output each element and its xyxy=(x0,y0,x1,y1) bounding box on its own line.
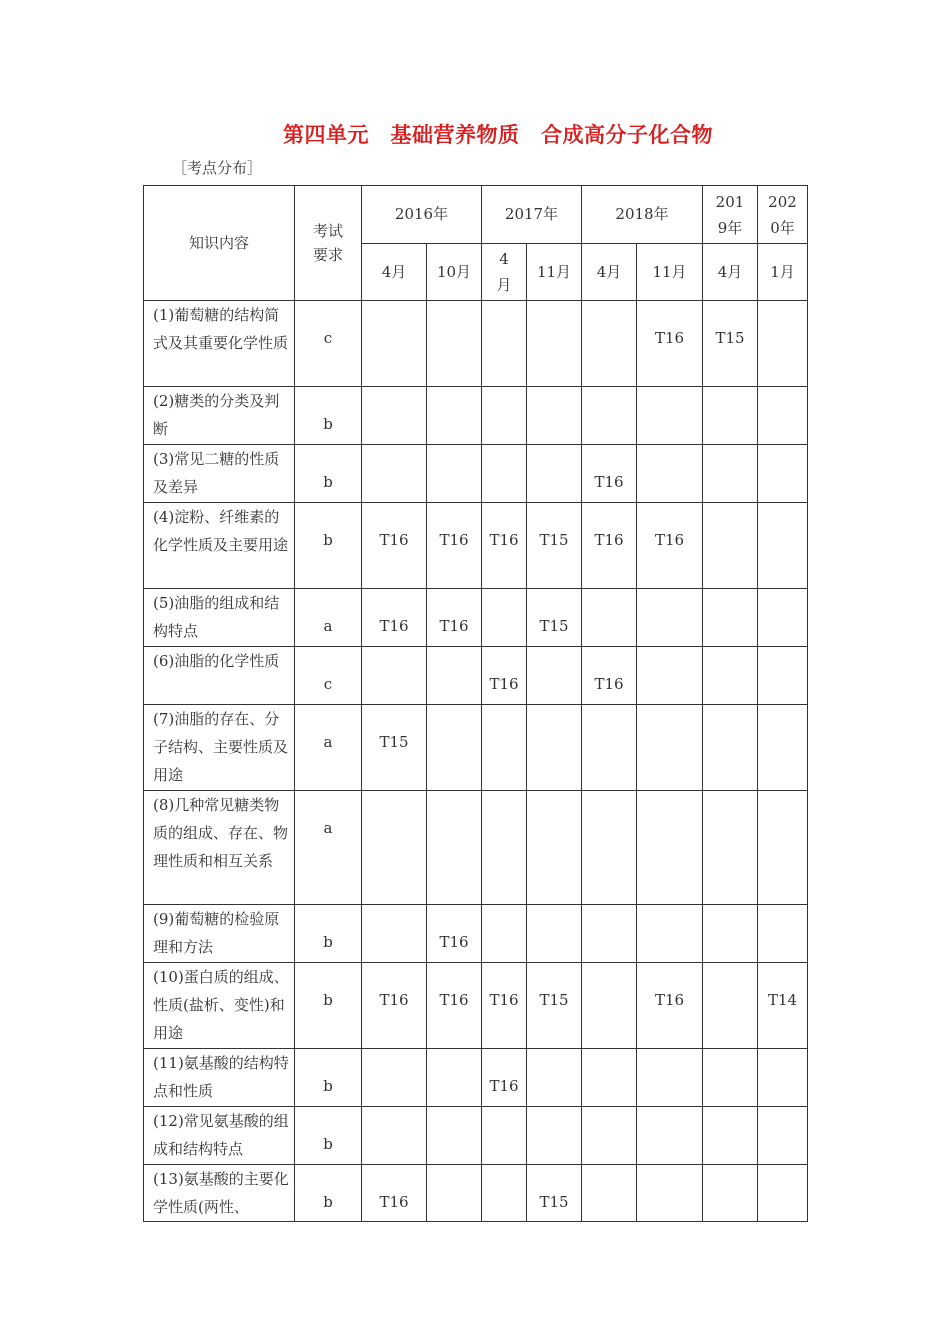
question-number-cell: T16 xyxy=(482,647,527,705)
table-row xyxy=(144,1165,808,1222)
question-number-cell xyxy=(758,445,808,503)
header-year-text: 2020年 xyxy=(768,192,797,237)
question-number-cell xyxy=(427,705,482,791)
requirement-cell: a xyxy=(295,589,362,647)
question-number-cell xyxy=(637,1165,703,1222)
question-number-cell xyxy=(527,445,582,503)
table-row xyxy=(144,445,808,503)
question-number-cell xyxy=(582,301,637,387)
knowledge-content-cell: (10)蛋白质的组成、性质(盐析、变性)和用途 xyxy=(144,963,295,1049)
question-number-cell xyxy=(582,705,637,791)
question-number-cell xyxy=(527,301,582,387)
question-number-cell xyxy=(482,791,527,905)
table-row xyxy=(144,647,808,705)
knowledge-content-cell: (5)油脂的组成和结构特点 xyxy=(144,589,295,647)
question-number-cell xyxy=(427,1049,482,1107)
question-number-cell xyxy=(482,1107,527,1165)
knowledge-content-cell: (6)油脂的化学性质 xyxy=(144,647,295,705)
table-row xyxy=(144,1049,808,1107)
question-number-cell xyxy=(362,1107,427,1165)
header-month: 11月 xyxy=(527,244,582,301)
table-row xyxy=(144,791,808,905)
table-row xyxy=(144,301,808,387)
question-number-cell xyxy=(703,589,758,647)
question-number-cell xyxy=(482,705,527,791)
header-month-text: 4月 xyxy=(496,250,512,294)
question-number-cell xyxy=(582,1165,637,1222)
requirement-cell: b xyxy=(295,1165,362,1222)
question-number-cell: T16 xyxy=(427,589,482,647)
question-number-cell: T16 xyxy=(637,503,703,589)
question-number-cell xyxy=(482,387,527,445)
question-number-cell xyxy=(582,1107,637,1165)
question-number-cell xyxy=(527,1049,582,1107)
header-year xyxy=(758,186,808,244)
knowledge-content-cell: (11)氨基酸的结构特点和性质 xyxy=(144,1049,295,1107)
question-number-cell xyxy=(527,647,582,705)
header-year xyxy=(703,186,758,244)
header-month: 11月 xyxy=(637,244,703,301)
requirement-cell: a xyxy=(295,705,362,791)
question-number-cell xyxy=(582,963,637,1049)
question-number-cell xyxy=(758,1165,808,1222)
question-number-cell xyxy=(637,705,703,791)
question-number-cell xyxy=(527,1107,582,1165)
question-number-cell xyxy=(703,791,758,905)
question-number-cell: T15 xyxy=(527,589,582,647)
question-number-cell: T16 xyxy=(362,963,427,1049)
requirement-cell: b xyxy=(295,387,362,445)
question-number-cell xyxy=(703,647,758,705)
question-number-cell xyxy=(758,1049,808,1107)
question-number-cell xyxy=(362,387,427,445)
question-number-cell xyxy=(582,589,637,647)
exam-distribution-table xyxy=(143,185,808,1222)
table-header-row xyxy=(144,186,808,244)
question-number-cell xyxy=(482,1165,527,1222)
question-number-cell: T16 xyxy=(482,503,527,589)
question-number-cell xyxy=(758,387,808,445)
header-month: 1月 xyxy=(758,244,808,301)
header-requirement xyxy=(295,186,362,301)
question-number-cell xyxy=(427,791,482,905)
question-number-cell: T15 xyxy=(362,705,427,791)
question-number-cell xyxy=(427,647,482,705)
header-year-text: 2019年 xyxy=(715,192,745,237)
knowledge-content-cell: (12)常见氨基酸的组成和结构特点 xyxy=(144,1107,295,1165)
question-number-cell xyxy=(758,503,808,589)
question-number-cell: T16 xyxy=(637,301,703,387)
question-number-cell xyxy=(703,387,758,445)
header-month: 4月 xyxy=(582,244,637,301)
question-number-cell xyxy=(362,301,427,387)
question-number-cell xyxy=(637,647,703,705)
header-knowledge: 知识内容 xyxy=(144,186,295,301)
question-number-cell xyxy=(703,705,758,791)
question-number-cell xyxy=(482,301,527,387)
question-number-cell xyxy=(758,705,808,791)
question-number-cell xyxy=(703,905,758,963)
question-number-cell xyxy=(362,791,427,905)
question-number-cell xyxy=(527,791,582,905)
question-number-cell xyxy=(427,301,482,387)
question-number-cell xyxy=(703,1107,758,1165)
table-row xyxy=(144,963,808,1049)
requirement-cell: c xyxy=(295,301,362,387)
question-number-cell xyxy=(527,387,582,445)
question-number-cell xyxy=(582,387,637,445)
question-number-cell: T14 xyxy=(758,963,808,1049)
question-number-cell xyxy=(582,791,637,905)
question-number-cell: T16 xyxy=(582,445,637,503)
question-number-cell xyxy=(582,905,637,963)
question-number-cell xyxy=(758,791,808,905)
requirement-cell: c xyxy=(295,647,362,705)
question-number-cell xyxy=(703,1049,758,1107)
knowledge-content-cell: (4)淀粉、纤维素的化学性质及主要用途 xyxy=(144,503,295,589)
requirement-cell: b xyxy=(295,905,362,963)
question-number-cell xyxy=(427,387,482,445)
question-number-cell: T16 xyxy=(362,1165,427,1222)
question-number-cell xyxy=(527,905,582,963)
question-number-cell xyxy=(482,589,527,647)
page-title: 第四单元 基础营养物质 合成高分子化合物 xyxy=(283,123,713,147)
knowledge-content-cell: (2)糖类的分类及判断 xyxy=(144,387,295,445)
requirement-cell: b xyxy=(295,445,362,503)
question-number-cell: T16 xyxy=(362,589,427,647)
question-number-cell xyxy=(482,445,527,503)
question-number-cell xyxy=(758,589,808,647)
question-number-cell xyxy=(362,905,427,963)
header-year: 2016年 xyxy=(362,186,482,244)
question-number-cell xyxy=(637,1049,703,1107)
table-row xyxy=(144,503,808,589)
question-number-cell xyxy=(758,905,808,963)
header-year: 2017年 xyxy=(482,186,582,244)
question-number-cell: T15 xyxy=(527,503,582,589)
question-number-cell xyxy=(427,1107,482,1165)
question-number-cell xyxy=(637,387,703,445)
question-number-cell: T16 xyxy=(482,963,527,1049)
question-number-cell xyxy=(482,905,527,963)
question-number-cell: T15 xyxy=(527,963,582,1049)
question-number-cell xyxy=(362,445,427,503)
requirement-cell: b xyxy=(295,1107,362,1165)
question-number-cell: T16 xyxy=(427,503,482,589)
question-number-cell xyxy=(637,791,703,905)
requirement-cell: a xyxy=(295,791,362,905)
question-number-cell xyxy=(703,963,758,1049)
question-number-cell: T15 xyxy=(527,1165,582,1222)
requirement-cell: b xyxy=(295,503,362,589)
question-number-cell: T16 xyxy=(362,503,427,589)
knowledge-content-cell: (3)常见二糖的性质及差异 xyxy=(144,445,295,503)
requirement-cell: b xyxy=(295,963,362,1049)
table-row xyxy=(144,705,808,791)
question-number-cell: T16 xyxy=(427,905,482,963)
question-number-cell xyxy=(427,445,482,503)
question-number-cell xyxy=(703,503,758,589)
question-number-cell xyxy=(637,1107,703,1165)
knowledge-content-cell: (9)葡萄糖的检验原理和方法 xyxy=(144,905,295,963)
header-year: 2018年 xyxy=(582,186,703,244)
section-label: ［考点分布］ xyxy=(172,159,263,177)
knowledge-content-cell: (8)几种常见糖类物质的组成、存在、物理性质和相互关系 xyxy=(144,791,295,905)
question-number-cell: T16 xyxy=(637,963,703,1049)
question-number-cell xyxy=(637,905,703,963)
question-number-cell xyxy=(703,1165,758,1222)
table-row xyxy=(144,387,808,445)
table-row xyxy=(144,589,808,647)
question-number-cell: T16 xyxy=(427,963,482,1049)
question-number-cell xyxy=(637,589,703,647)
table-body xyxy=(144,301,808,1222)
knowledge-content-cell: (13)氨基酸的主要化学性质(两性、 xyxy=(144,1165,295,1222)
header-month: 4月 xyxy=(703,244,758,301)
table-row xyxy=(144,1107,808,1165)
header-month xyxy=(482,244,527,301)
question-number-cell xyxy=(427,1165,482,1222)
knowledge-content-cell: (7)油脂的存在、分子结构、主要性质及用途 xyxy=(144,705,295,791)
header-month: 4月 xyxy=(362,244,427,301)
question-number-cell: T16 xyxy=(582,647,637,705)
header-month: 10月 xyxy=(427,244,482,301)
table-row xyxy=(144,905,808,963)
question-number-cell xyxy=(582,1049,637,1107)
header-requirement-text: 考试要求 xyxy=(312,222,343,264)
knowledge-content-cell: (1)葡萄糖的结构简式及其重要化学性质 xyxy=(144,301,295,387)
question-number-cell xyxy=(637,445,703,503)
question-number-cell xyxy=(703,445,758,503)
question-number-cell xyxy=(758,1107,808,1165)
question-number-cell xyxy=(362,1049,427,1107)
requirement-cell: b xyxy=(295,1049,362,1107)
question-number-cell: T16 xyxy=(582,503,637,589)
question-number-cell xyxy=(527,705,582,791)
question-number-cell xyxy=(758,647,808,705)
question-number-cell: T16 xyxy=(482,1049,527,1107)
question-number-cell xyxy=(362,647,427,705)
question-number-cell: T15 xyxy=(703,301,758,387)
question-number-cell xyxy=(758,301,808,387)
